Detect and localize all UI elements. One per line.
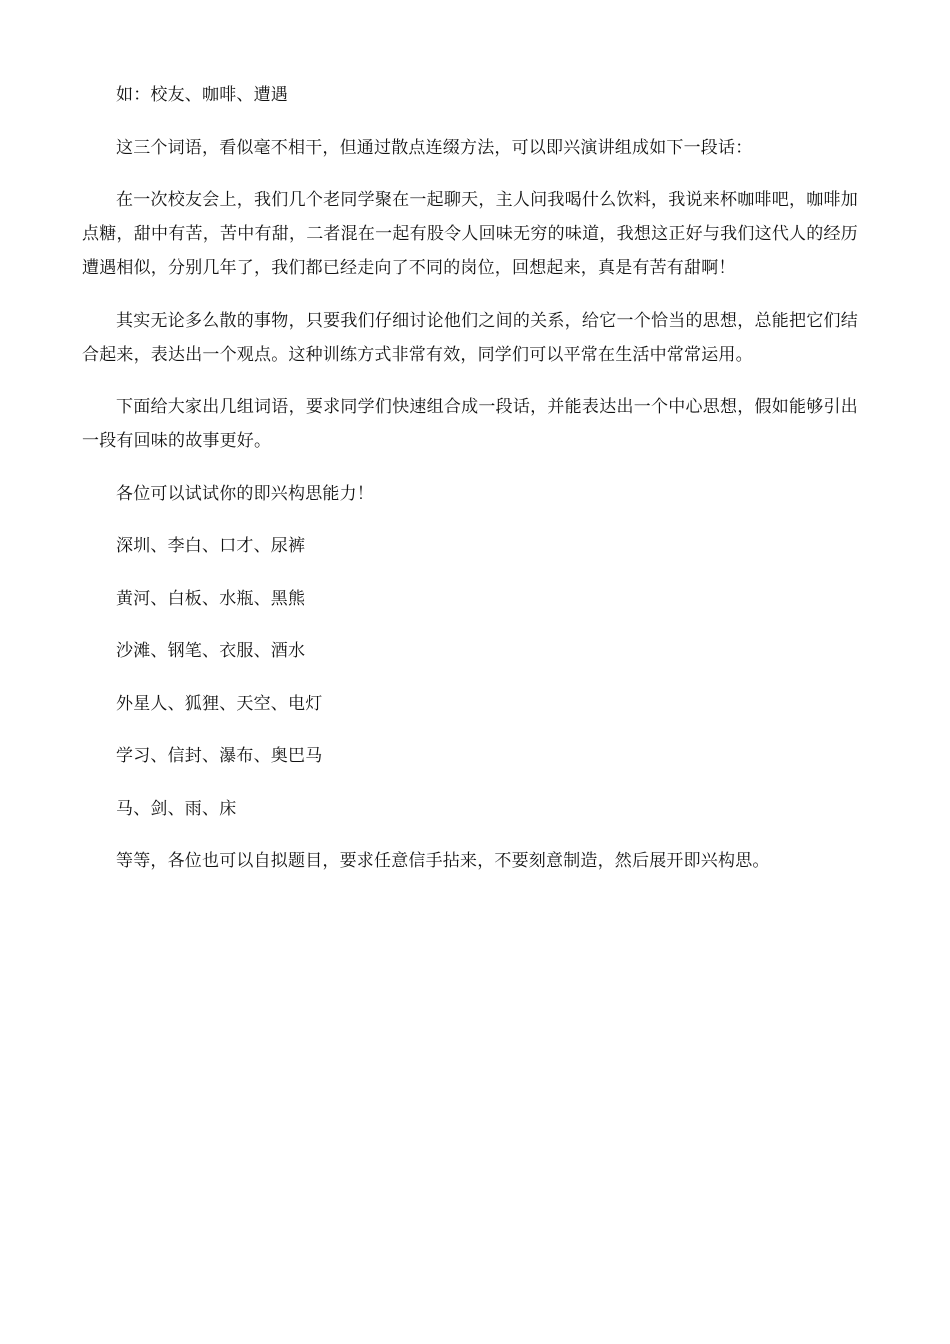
document-body	[82, 78, 858, 878]
intro-paragraph: 这三个词语，看似毫不相干，但通过散点连缀方法，可以即兴演讲组成如下一段话：	[116, 137, 753, 158]
explanation-paragraph: 其实无论多么散的事物，只要我们仔细讨论他们之间的关系，给它一个恰当的思想，总能把它们结合起来，表达出一个观点。这种训练方式非常有效，同学们可以平常在生活中常常运用。	[82, 310, 858, 365]
challenge-paragraph: 各位可以试试你的即兴构思能力！	[116, 483, 374, 504]
exercise-instructions-paragraph: 下面给大家出几组词语，要求同学们快速组合成一段话，并能表达出一个中心思想，假如能够引出一段有回味的故事更好。	[82, 397, 858, 451]
example-words-paragraph: 如：校友、咖啡、遭遇	[116, 85, 288, 105]
word-group-4: 外星人、狐狸、天空、电灯	[116, 693, 323, 714]
word-group-1: 深圳、李白、口才、尿裤	[116, 536, 306, 556]
word-group-6: 马、剑、雨、床	[116, 798, 237, 819]
closing-paragraph: 等等，各位也可以自拟题目，要求任意信手拈来，不要刻意制造，然后展开即兴构思。	[116, 851, 770, 871]
word-group-2: 黄河、白板、水瓶、黑熊	[116, 588, 306, 609]
word-group-5: 学习、信封、瀑布、奥巴马	[116, 746, 323, 766]
example-speech-paragraph: 在一次校友会上，我们几个老同学聚在一起聊天，主人问我喝什么饮料，我说来杯咖啡吧，咖啡加点糖，甜中有苦，苦中有甜，二者混在一起有股令人回味无穷的味道，我想这正好与我们这代人的经历遭遇相似，分别几年了，我们都已经走向了不同的岗位，回想起来，真是有苦有甜啊！	[82, 190, 858, 278]
word-group-3: 沙滩、钢笔、衣服、酒水	[116, 641, 306, 661]
